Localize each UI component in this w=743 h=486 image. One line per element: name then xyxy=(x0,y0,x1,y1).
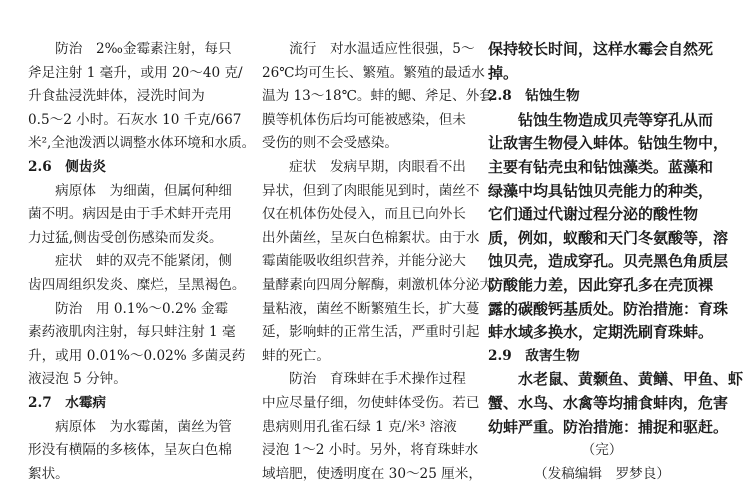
text-line: 26℃均可生长、繁殖。繁殖的最适水 xyxy=(262,64,485,81)
text-line: 异状，但到了肉眼能见到时，菌丝不 xyxy=(262,182,480,199)
text-line: 水老鼠、黄颡鱼、黄鳝、甲鱼、虾 xyxy=(488,370,743,389)
text-line: 素药液肌肉注射，每只蚌注射 1 毫 xyxy=(28,324,236,341)
text-line: 防治 育珠蚌在手术操作过程 xyxy=(262,371,466,388)
text-line: 让敌害生物侵入蚌体。钻蚀生物中， xyxy=(488,134,729,153)
end-mark: （完） xyxy=(581,442,623,459)
section-heading: 2.9 敌害生物 xyxy=(488,347,580,364)
section-heading: 2.8 钻蚀生物 xyxy=(488,88,580,105)
text-line: 它们通过代谢过程分泌的酸性物 xyxy=(488,205,699,224)
text-line: 病原体 为水霉菌，菌丝为管 xyxy=(28,418,232,435)
text-line: 温为 13～18℃。蚌的鳃、斧足、外套 xyxy=(262,88,493,105)
text-line: 症状 发病早期，肉眼看不出 xyxy=(262,158,466,175)
text-line: 出外菌丝，呈灰白色棉絮状。由于水 xyxy=(262,229,480,246)
text-line: 浸泡 1～2 小时。另外，将育珠蚌水 xyxy=(262,442,479,459)
text-line: 升食盐浸洗蚌体，浸洗时间为 xyxy=(28,88,205,105)
text-line: 受伤的则不会受感染。 xyxy=(262,135,398,152)
text-line: 保持较长时间，这样水霉会自然死 xyxy=(488,40,714,58)
section-heading: 2.7 水霉病 xyxy=(28,394,107,411)
text-line: 形没有横隔的多核体，呈灰白色棉 xyxy=(28,442,232,459)
text-line: 绿藻中均具钻蚀贝壳能力的种类， xyxy=(488,181,714,200)
text-line: 防治 用 0.1%～0.2% 金霉 xyxy=(28,300,229,317)
text-line: 霉菌能吸收组织营养，并能分泌大 xyxy=(262,253,466,270)
column-1 xyxy=(28,38,256,486)
text-line: 病原体 为细菌，但属何种细 xyxy=(28,182,232,199)
text-line: 患病则用孔雀石绿 1 克/米³ 溶液 xyxy=(262,418,457,435)
text-line: 质，例如，蚁酸和天门冬氨酸等，溶 xyxy=(488,228,729,247)
text-line: 流行 对水温适应性很强，5～ xyxy=(262,41,475,57)
editor-credit: （发稿编辑 罗梦良） xyxy=(534,465,670,482)
text-line: 米²,全池泼洒以调整水体环境和水质。 xyxy=(28,135,256,152)
text-line: 钻蚀生物造成贝壳等穿孔从而 xyxy=(488,110,714,129)
text-line: 絮状。 xyxy=(28,465,69,482)
text-line: 延，影响蚌的正常生活，严重时引起 xyxy=(262,324,480,341)
column-3 xyxy=(488,38,743,486)
text-line: 齿四周组织发炎、糜烂，呈黑褐色。 xyxy=(28,276,246,293)
column-2 xyxy=(262,38,494,486)
section-heading: 2.6 侧齿炎 xyxy=(28,158,107,175)
text-line: 主要有钻壳虫和钻蚀藻类。蓝藻和 xyxy=(488,157,714,176)
text-line: 蚌的死亡。 xyxy=(262,347,330,364)
text-line: 蚀贝壳，造成穿孔。贝壳黑色角质层 xyxy=(488,252,729,271)
text-line: 膜等机体伤后均可能被感染，但未 xyxy=(262,111,466,128)
text-line: 量酵素向四周分解酶，刺激机体分泌大 xyxy=(262,276,494,293)
text-line: 液浸泡 5 分钟。 xyxy=(28,371,127,388)
text-line: 幼蚌严重。防治措施：捕捉和驱赶。 xyxy=(488,417,729,436)
text-line: 中应尽量仔细，勿使蚌体受伤。若已 xyxy=(262,394,480,411)
text-line: 力过猛,侧齿受创伤感染而发炎。 xyxy=(28,229,223,246)
text-line: 防治 2‰金霉素注射，每只 xyxy=(28,41,232,57)
text-line: 仅在机体伤处侵入，而且已向外长 xyxy=(262,206,466,223)
text-line: 掉。 xyxy=(488,63,519,82)
text-line: 0.5～2 小时。石灰水 10 千克/667 xyxy=(28,111,242,128)
text-line: 防酸能力差，因此穿孔多在壳顶裸 xyxy=(488,275,714,294)
text-line: 量粘液，菌丝不断繁殖生长，扩大蔓 xyxy=(262,300,480,317)
text-line: 域培肥，使透明度在 30～25 厘米， xyxy=(262,465,482,482)
text-line: 露的碳酸钙基质处。防治措施：育珠 xyxy=(488,299,729,318)
text-line: 菌不明。病因是由于手术蚌开壳用 xyxy=(28,206,232,223)
text-line: 蟹、水鸟、水禽等均捕食蚌肉，危害 xyxy=(488,393,729,412)
text-line: 症状 蚌的双壳不能紧闭，侧 xyxy=(28,253,232,270)
text-line: 升，或用 0.01%～0.02% 多菌灵药 xyxy=(28,347,246,364)
text-line: 蚌水域多换水，定期洗刷育珠蚌。 xyxy=(488,323,714,342)
text-line: 斧足注射 1 毫升，或用 20～40 克/ xyxy=(28,64,243,81)
